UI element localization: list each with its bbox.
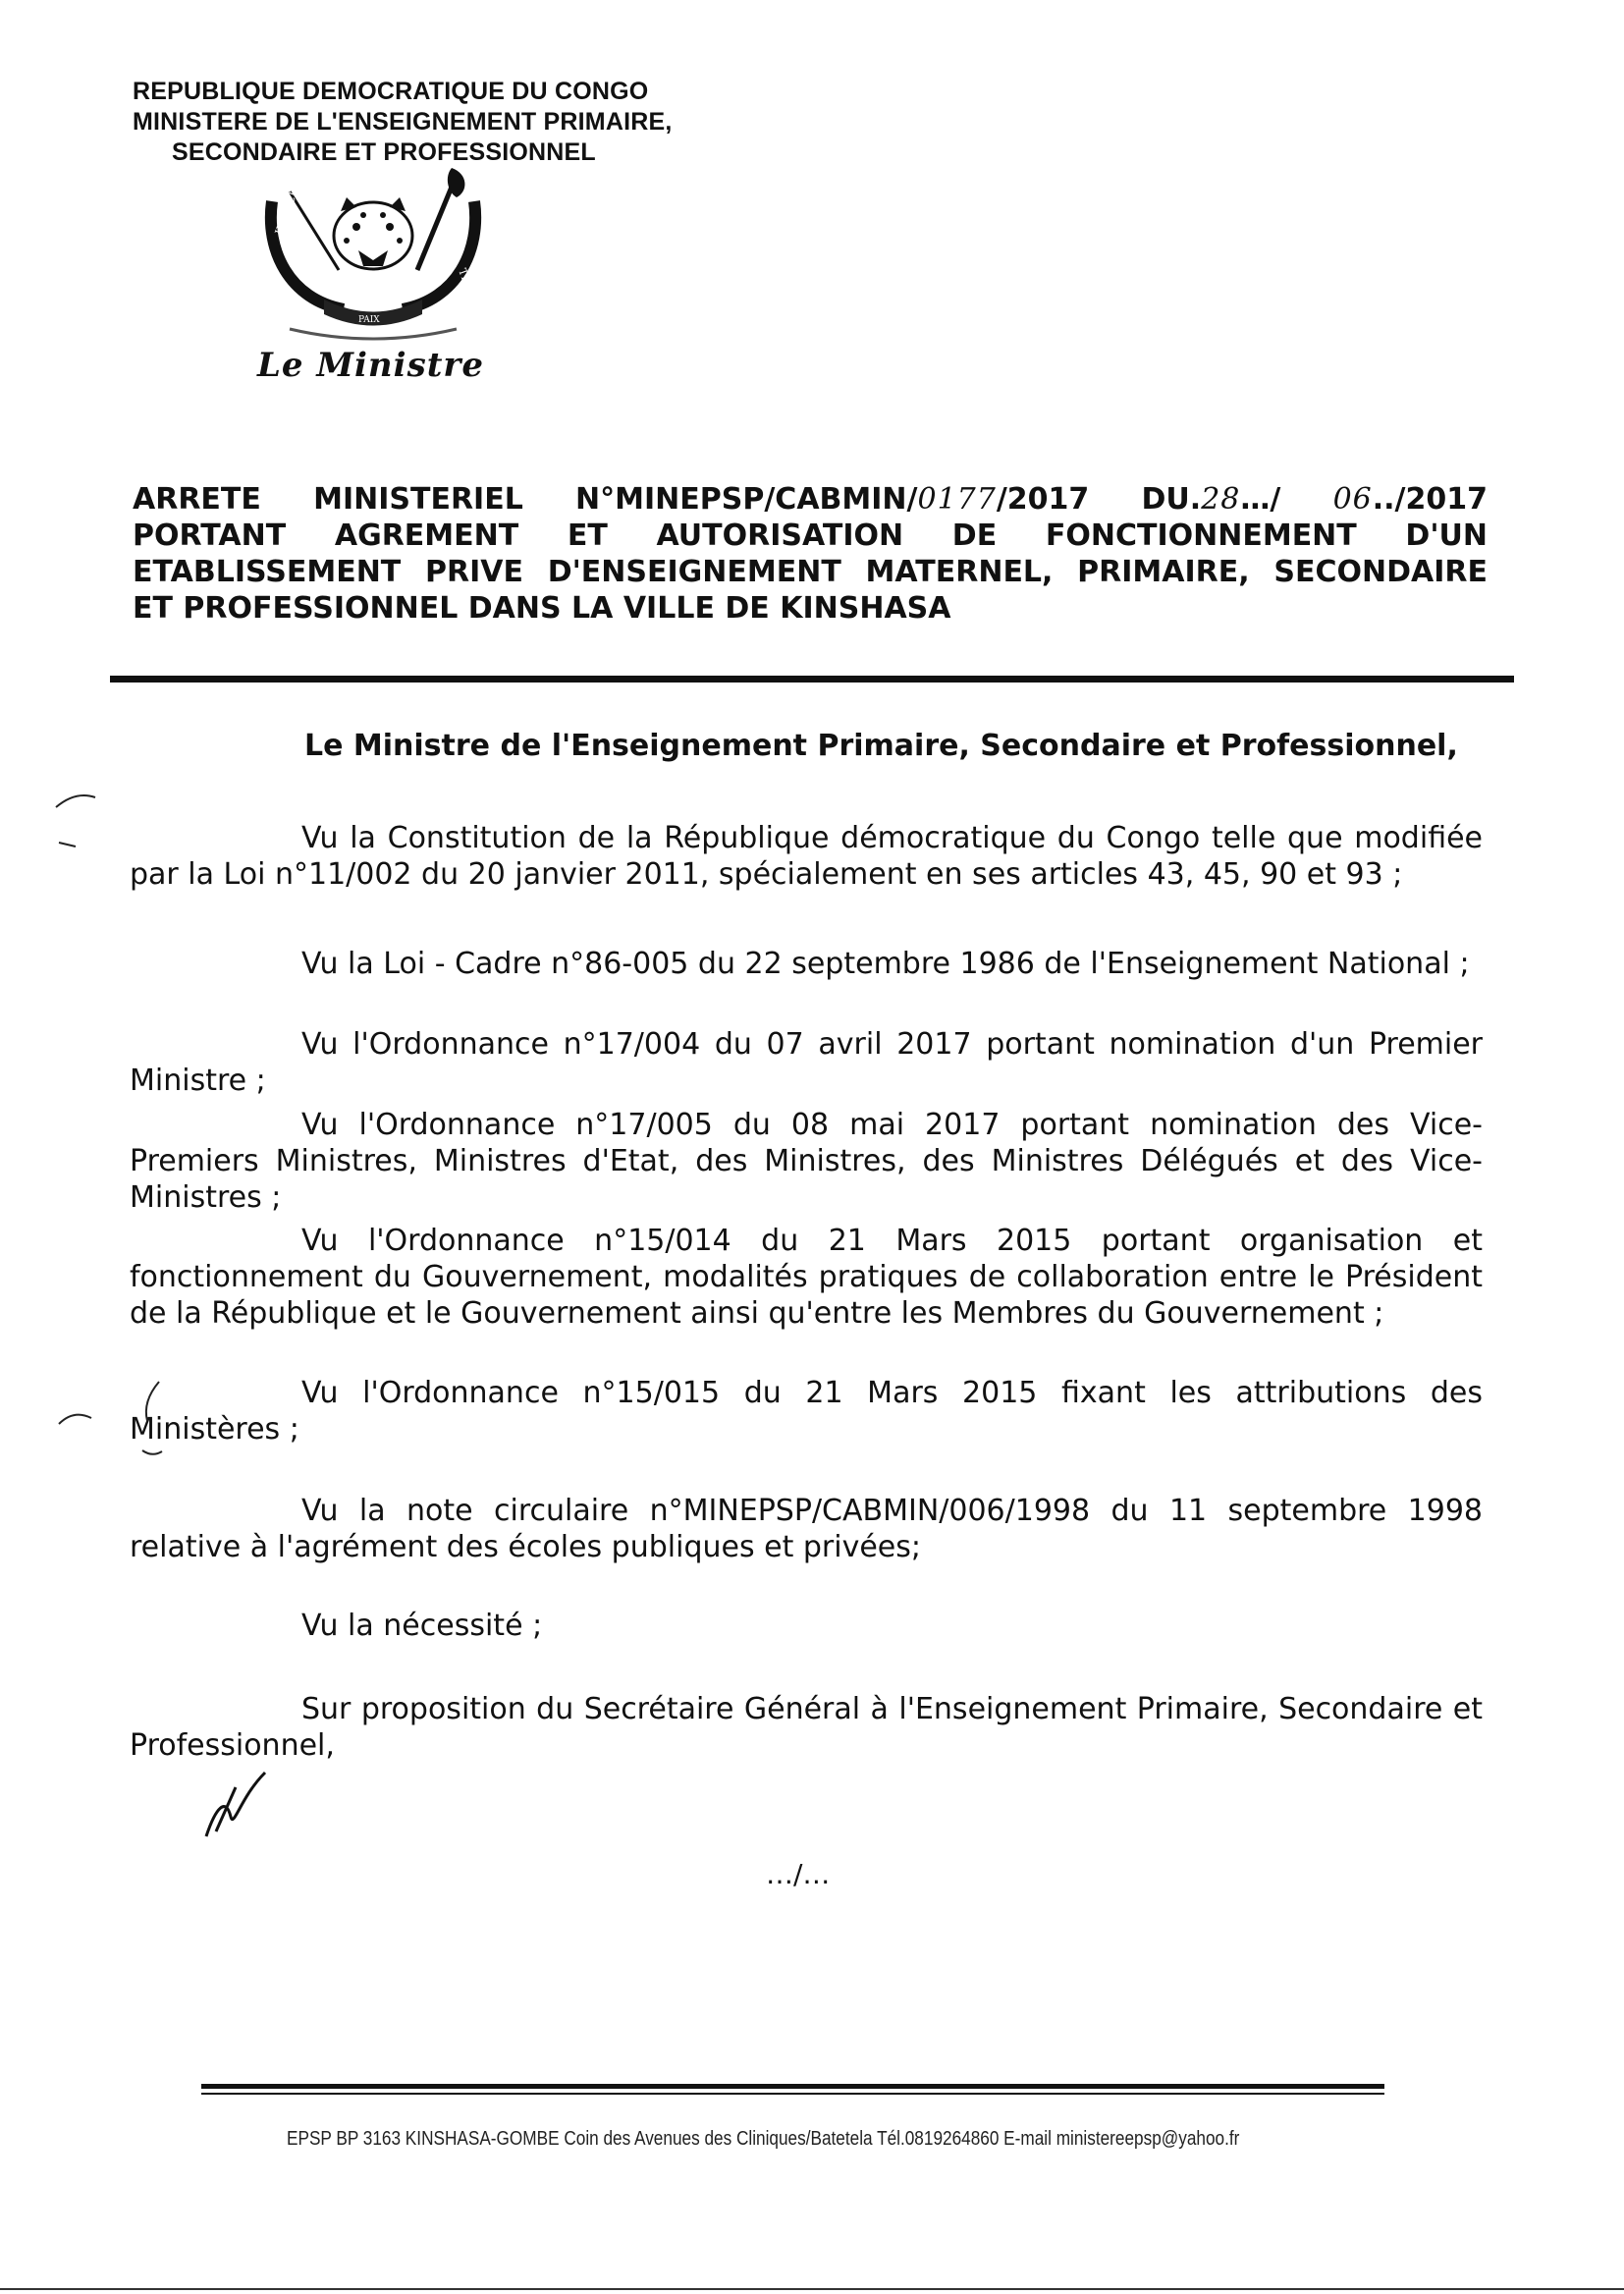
footer-divider-thick <box>201 2084 1384 2089</box>
coat-of-arms-emblem <box>250 162 496 354</box>
scan-bottom-edge <box>0 2288 1624 2290</box>
paragraph-ordonnance-17-005: Vu l'Ordonnance n°17/005 du 08 mai 2017 portant nomination des Vice-Premiers Ministres, Ministres d'Etat, des Ministres, des Ministres Délégués et des Vice-Ministres ; <box>130 1108 1483 1215</box>
paragraph-ordonnance-15-014: Vu l'Ordonnance n°15/014 du 21 Mars 2015 portant organisation et fonctionnement du Gouvernement, modalités pratiques de collaboration entre le Président de la République et le Gouvernement ainsi qu'entre les Membres du Gouvernement ; <box>130 1224 1483 1331</box>
margin-bracket <box>137 1377 167 1465</box>
paragraph-necessite: Vu la nécessité ; <box>301 1609 543 1643</box>
footer-divider-thin <box>201 2093 1384 2095</box>
margin-mark <box>54 1404 93 1434</box>
title-line-3: ETABLISSEMENT PRIVE D'ENSEIGNEMENT MATERNEL, PRIMAIRE, SECONDAIRE <box>133 555 1488 589</box>
document-title <box>133 481 1488 627</box>
footer-contact: EPSP BP 3163 KINSHASA-GOMBE Coin des Avenues des Cliniques/Batetela Tél.0819264860 E-mail ministereepsp@yahoo.fr <box>287 2128 1240 2150</box>
paragraph-note-circulaire: Vu la note circulaire n°MINEPSP/CABMIN/006/1998 du 11 septembre 1998 relative à l'agrément des écoles publiques et privées; <box>130 1494 1483 1564</box>
title-line-1: ARRETE MINISTERIEL N°MINEPSP/CABMIN/0177/2017 DU.28…/ 06../2017 <box>133 482 1488 517</box>
letterhead <box>133 77 673 168</box>
emblem-motto-center: PAIX <box>358 315 380 325</box>
margin-mark <box>51 786 100 815</box>
emblem-motto-right: TRAVAIL <box>456 266 485 317</box>
letterhead-ministry: MINISTERE DE L'ENSEIGNEMENT PRIMAIRE, <box>133 108 673 136</box>
intro-statement: Le Ministre de l'Enseignement Primaire, Secondaire et Professionnel, <box>304 729 1458 763</box>
emblem-motto-left: JUSTICE <box>272 187 301 238</box>
paragraph-ordonnance-17-004: Vu l'Ordonnance n°17/004 du 07 avril 2017 portant nomination d'un Premier Ministre ; <box>130 1027 1483 1098</box>
margin-mark <box>54 833 83 852</box>
paragraph-ordonnance-15-015: Vu l'Ordonnance n°15/015 du 21 Mars 2015 fixant les attributions des Ministères ; <box>130 1376 1483 1447</box>
title-divider <box>110 676 1514 683</box>
letterhead-ministry-cont: SECONDAIRE ET PROFESSIONNEL <box>172 138 596 166</box>
title-line-4: ET PROFESSIONNEL DANS LA VILLE DE KINSHASA <box>133 591 951 626</box>
letterhead-country: REPUBLIQUE DEMOCRATIQUE DU CONGO <box>133 78 649 105</box>
paragraph-constitution: Vu la Constitution de la République démocratique du Congo telle que modifiée par la Loi n°11/002 du 20 janvier 2011, spécialement en ses articles 43, 45, 90 et 93 ; <box>130 821 1483 892</box>
title-line-2: PORTANT AGREMENT ET AUTORISATION DE FONCTIONNEMENT D'UN <box>133 519 1488 553</box>
handwritten-day: 28 <box>1201 482 1241 517</box>
page-continuation-mark: …/… <box>766 1858 831 1890</box>
paragraph-proposition: Sur proposition du Secrétaire Général à l'Enseignement Primaire, Secondaire et Professionnel, <box>130 1692 1483 1763</box>
handwritten-month: 06 <box>1332 482 1373 517</box>
handwritten-initials <box>196 1768 275 1846</box>
minister-signature-label: Le Ministre <box>257 346 484 385</box>
paragraph-loi-cadre: Vu la Loi - Cadre n°86-005 du 22 septembre 1986 de l'Enseignement National ; <box>301 947 1470 981</box>
handwritten-decree-number: 0177 <box>917 482 997 517</box>
